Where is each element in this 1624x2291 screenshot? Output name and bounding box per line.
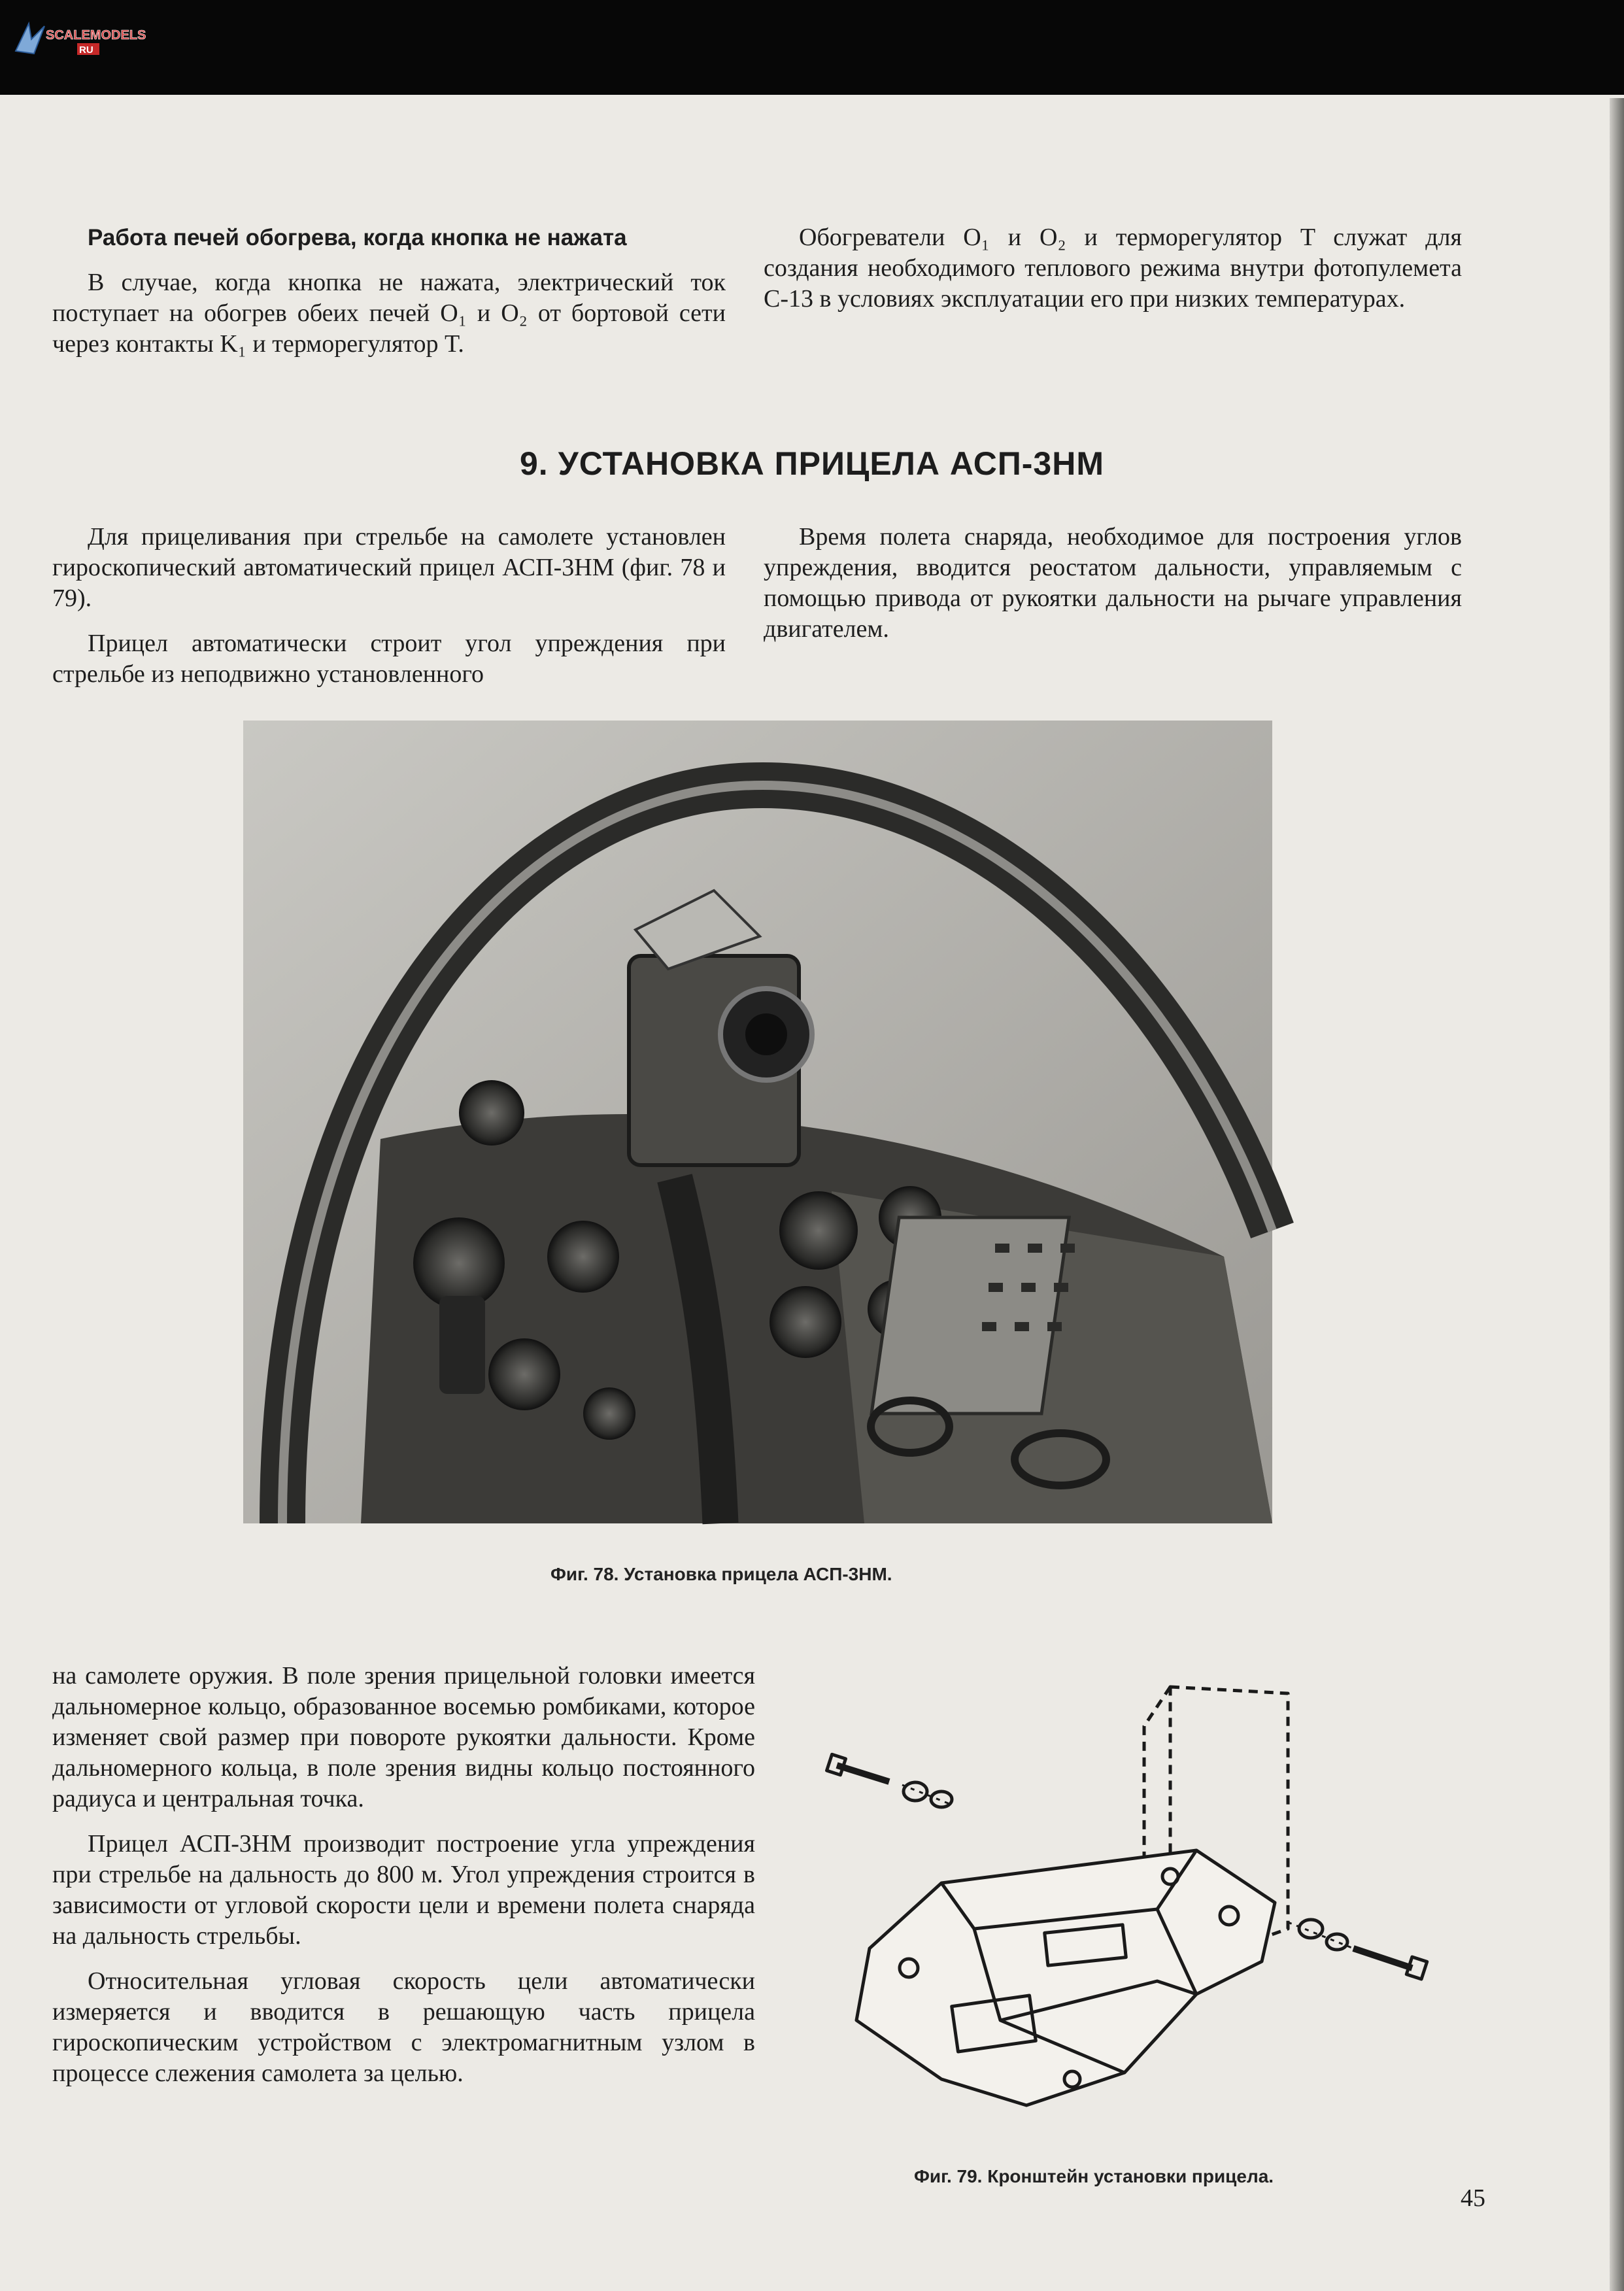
paragraph: Прицел автоматически строит угол упреждения при стрельбе из неподвижно установленного	[52, 630, 726, 688]
section-title: 9. УСТАНОВКА ПРИЦЕЛА АСП-3НМ	[520, 445, 1104, 482]
left-top-column	[52, 222, 726, 360]
section-left-column	[52, 522, 726, 690]
paragraph: Для прицеливания при стрельбе на самолете установлен гироскопический автоматический прицел АСП-3НМ (фиг. 78 и 79).	[52, 523, 726, 612]
subsection-heading: Работа печей обогрева, когда кнопка не нажата	[88, 225, 627, 250]
bracket-drawing	[830, 1654, 1438, 2164]
paragraph: на самолете оружия. В поле зрения прицельной головки имеется дальномерное кольцо, образованное восемью ромбиками, которое изменяет свой размер при повороте рукоятки дальности. Кроме дальномерного кольца, в поле зрения видны кольцо постоянного радиуса и центральная точка.	[52, 1662, 755, 1812]
figure-78-caption: Фиг. 78. Установка прицела АСП-3НМ.	[550, 1564, 892, 1584]
svg-text:SCALEMODELS: SCALEMODELS	[46, 28, 146, 42]
paragraph: Относительная угловая скорость цели автоматически измеряется и вводится в решающую часть прицела гироскопическим устройством с электромагнитным узлом в процессе слежения самолета за целью.	[52, 1967, 755, 2087]
right-top-column	[764, 222, 1462, 314]
paragraph: В случае, когда кнопка не нажата, электрический ток поступает на обогрев обеих печей O₁ и O₂ от бортовой сети через контакты K₁ и терморегулятор T.	[52, 269, 726, 358]
book-spine-shadow	[1610, 98, 1624, 2291]
page-number: 45	[1461, 2184, 1485, 2212]
bottom-left-column	[52, 1661, 755, 2089]
section-right-column	[764, 522, 1462, 645]
paragraph: Обогреватели O₁ и O₂ и терморегулятор T служат для создания необходимого теплового режима внутри фотопулемета С-13 в условиях эксплуатации его при низких температурах.	[764, 224, 1462, 313]
figure-79-caption: Фиг. 79. Кронштейн установки прицела.	[914, 2166, 1274, 2186]
cockpit-photo	[243, 721, 1272, 1523]
paragraph: Время полета снаряда, необходимое для построения углов упреждения, вводится реостатом дальности, управляемым с помощью привода от рукоятки дальности на рычаге управления двигателем.	[764, 523, 1462, 643]
top-dark-band	[0, 0, 1624, 98]
paragraph: Прицел АСП-3НМ производит построение угла упреждения при стрельбе на дальность до 800 м. Угол упреждения строится в зависимости от угловой скорости цели и времени полета снаряда на дальность стрельбы.	[52, 1830, 755, 1950]
svg-text:RU: RU	[79, 44, 93, 56]
site-logo	[12, 20, 146, 59]
